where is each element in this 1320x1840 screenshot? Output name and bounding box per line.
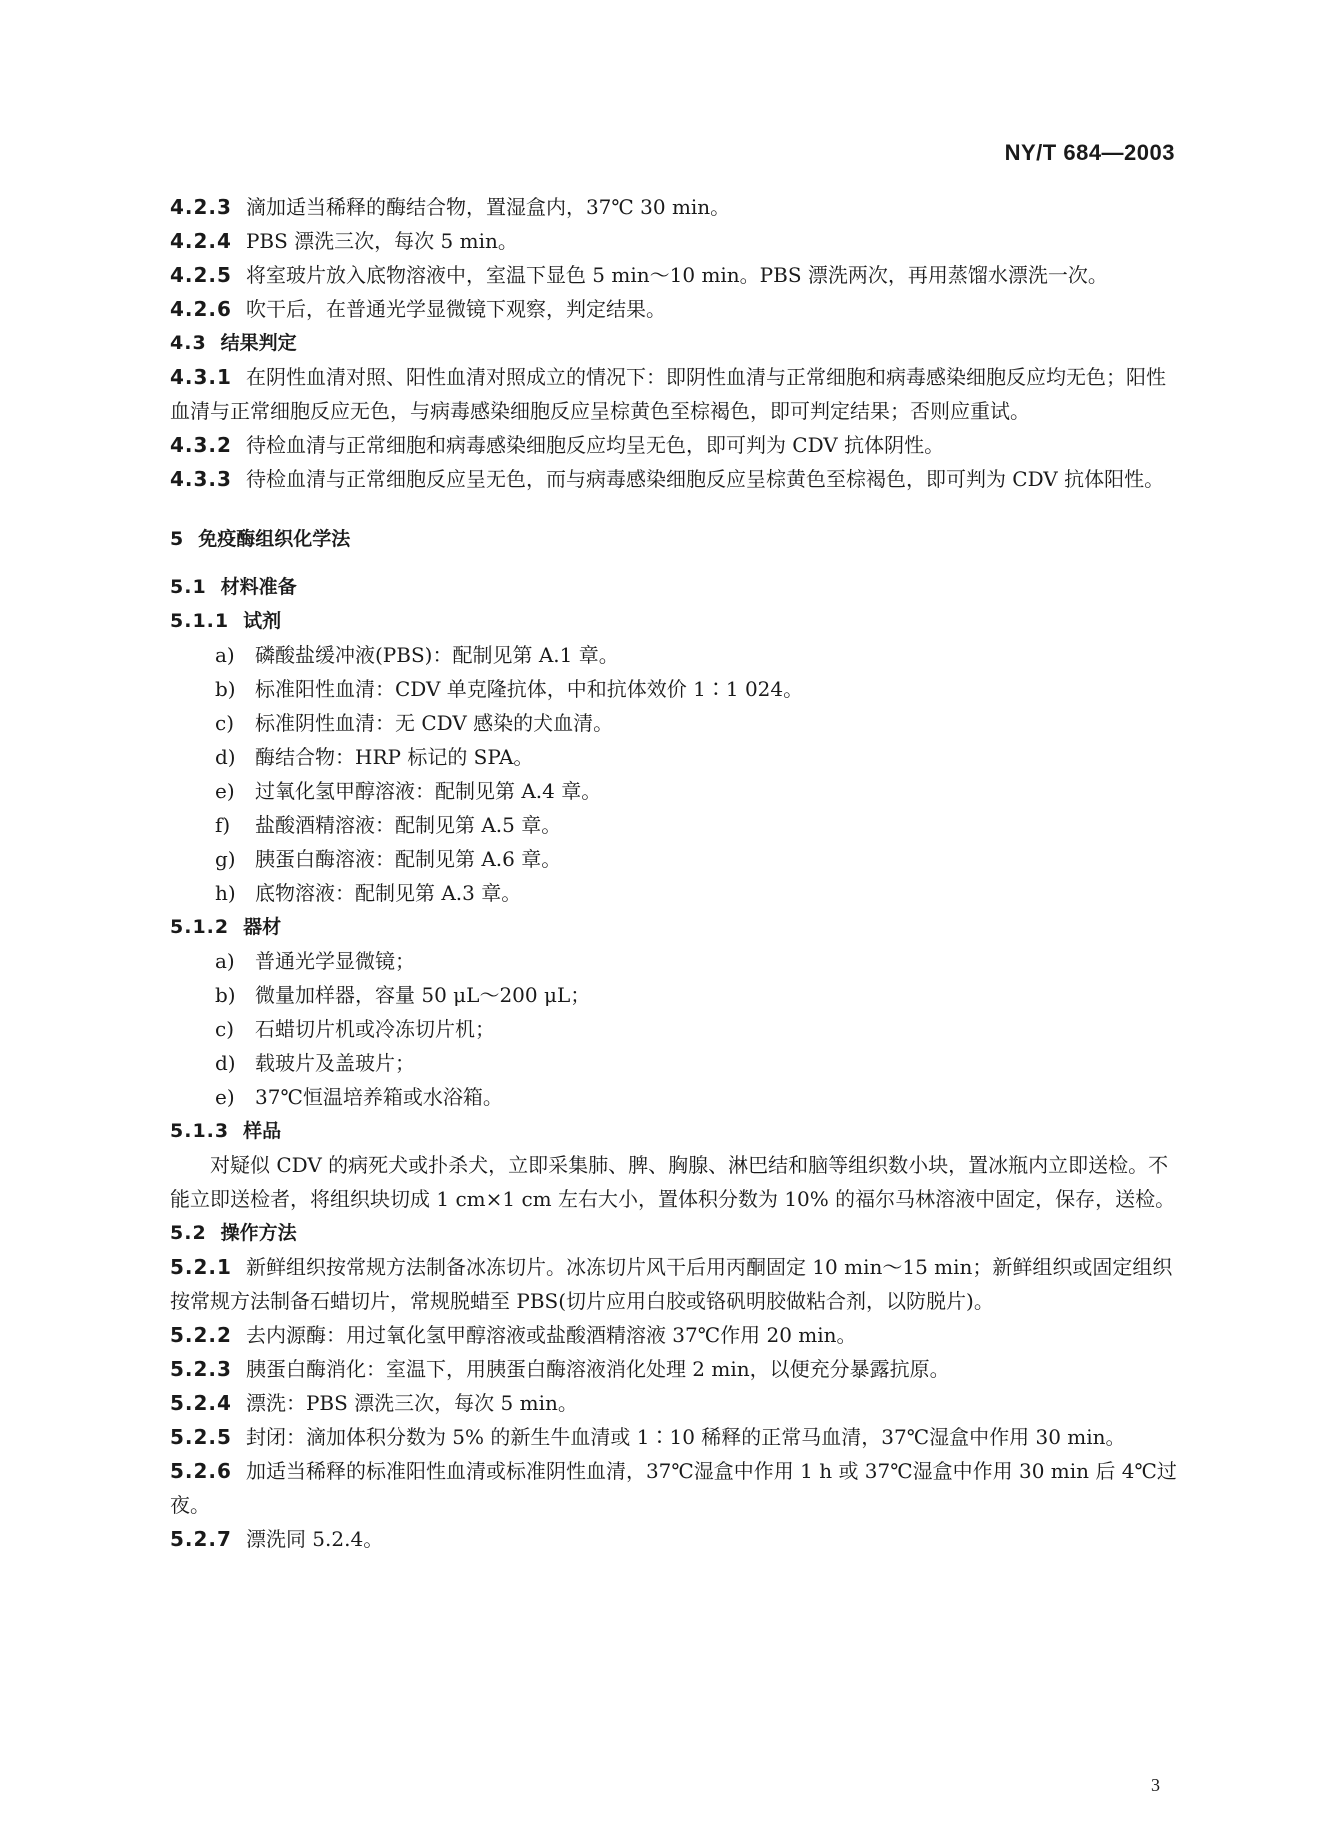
section-number: 5.1.3 [170, 1120, 230, 1142]
list-item-text: 37℃恒温培养箱或水浴箱。 [255, 1085, 503, 1109]
clause-number: 4.3.2 [170, 433, 232, 457]
clause-number: 5.2.6 [170, 1459, 232, 1483]
list-item-text: 微量加样器，容量 50 μL～200 μL； [255, 983, 591, 1007]
clause-number: 5.2.4 [170, 1391, 232, 1415]
clause-4-3-3 [170, 462, 1180, 496]
clause-number: 4.3.1 [170, 365, 232, 389]
clause-5-2-2 [170, 1318, 1180, 1352]
clause-text: 去内源酶：用过氧化氢甲醇溶液或盐酸酒精溶液 37℃作用 20 min。 [245, 1323, 857, 1347]
section-5-1-2-heading [170, 910, 1180, 944]
clause-5-2-6 [170, 1454, 1180, 1522]
list-item [170, 1046, 1180, 1080]
standard-code: NY/T 684—2003 [1004, 140, 1175, 165]
clause-4-2-4 [170, 224, 1180, 258]
list-item [170, 876, 1180, 910]
section-5-heading [170, 522, 1180, 556]
clause-5-2-5 [170, 1420, 1180, 1454]
clause-text: 将室玻片放入底物溶液中，室温下显色 5 min～10 min。PBS 漂洗两次，再用蒸馏水漂洗一次。 [245, 263, 1108, 287]
clause-number: 5.2.3 [170, 1357, 232, 1381]
list-marker: a) [215, 949, 235, 973]
section-4-3-heading [170, 326, 1180, 360]
list-item-text: 标准阳性血清：CDV 单克隆抗体，中和抗体效价 1∶1 024。 [255, 677, 804, 701]
list-item-text: 载玻片及盖玻片； [255, 1051, 415, 1075]
list-marker: b) [215, 983, 236, 1007]
list-marker: e) [215, 1085, 235, 1109]
clause-5-2-1 [170, 1250, 1180, 1318]
list-marker: c) [215, 1017, 235, 1041]
clause-4-3-1 [170, 360, 1180, 428]
section-title: 试剂 [243, 610, 282, 632]
clause-number: 5.2.2 [170, 1323, 232, 1347]
list-marker: g) [215, 847, 236, 871]
document-body [170, 190, 1180, 1556]
clause-text: 滴加适当稀释的酶结合物，置湿盒内，37℃ 30 min。 [245, 195, 731, 219]
list-marker: e) [215, 779, 235, 803]
section-number: 5.1 [170, 576, 207, 598]
clause-number: 4.3.3 [170, 467, 232, 491]
list-item [170, 842, 1180, 876]
clause-number: 5.2.5 [170, 1425, 232, 1449]
section-5-1-3-heading [170, 1114, 1180, 1148]
list-marker: h) [215, 881, 236, 905]
list-item [170, 638, 1180, 672]
section-title: 器材 [243, 916, 282, 938]
clause-text: 漂洗同 5.2.4。 [245, 1527, 384, 1551]
list-marker: b) [215, 677, 236, 701]
list-item-text: 底物溶液：配制见第 A.3 章。 [255, 881, 522, 905]
list-item-text: 酶结合物：HRP 标记的 SPA。 [255, 745, 534, 769]
list-item [170, 672, 1180, 706]
page-number: 3 [1151, 1775, 1160, 1795]
clause-text: 在阴性血清对照、阳性血清对照成立的情况下：即阴性血清与正常细胞和病毒感染细胞反应均无色；阳性血清与正常细胞反应无色，与病毒感染细胞反应呈棕黄色至棕褐色，即可判定结果；否则应重试。 [170, 365, 1166, 423]
clause-5-2-4 [170, 1386, 1180, 1420]
list-item-text: 胰蛋白酶溶液：配制见第 A.6 章。 [255, 847, 562, 871]
clause-number: 4.2.3 [170, 195, 232, 219]
list-marker: d) [215, 1051, 236, 1075]
list-marker: c) [215, 711, 235, 735]
clause-number: 4.2.6 [170, 297, 232, 321]
list-item-text: 标准阴性血清：无 CDV 感染的犬血清。 [255, 711, 614, 735]
list-marker: f) [215, 813, 231, 837]
section-5-2-heading [170, 1216, 1180, 1250]
clause-text: 吹干后，在普通光学显微镜下观察，判定结果。 [245, 297, 666, 321]
clause-4-2-6 [170, 292, 1180, 326]
section-number: 5 [170, 528, 185, 550]
clause-5-2-3 [170, 1352, 1180, 1386]
list-marker: a) [215, 643, 235, 667]
list-item [170, 706, 1180, 740]
clause-4-2-3 [170, 190, 1180, 224]
list-item-text: 磷酸盐缓冲液(PBS)：配制见第 A.1 章。 [255, 643, 619, 667]
clause-number: 5.2.1 [170, 1255, 232, 1279]
section-title: 样品 [243, 1120, 282, 1142]
section-title: 操作方法 [220, 1222, 297, 1244]
clause-4-2-5 [170, 258, 1180, 292]
section-number: 5.1.1 [170, 610, 230, 632]
clause-text: 待检血清与正常细胞反应呈无色，而与病毒感染细胞反应呈棕黄色至棕褐色，即可判为 CDV 抗体阳性。 [245, 467, 1165, 491]
section-number: 5.1.2 [170, 916, 230, 938]
list-item [170, 808, 1180, 842]
list-item [170, 774, 1180, 808]
clause-text: 新鲜组织按常规方法制备冰冻切片。冰冻切片风干后用丙酮固定 10 min～15 min；新鲜组织或固定组织按常规方法制备石蜡切片，常规脱蜡至 PBS(切片应用白胶或铬矾明胶做粘合剂，以防脱片)。 [170, 1255, 1173, 1313]
section-title: 免疫酶组织化学法 [198, 528, 351, 550]
list-marker: d) [215, 745, 236, 769]
clause-text: 加适当稀释的标准阳性血清或标准阴性血清，37℃湿盒中作用 1 h 或 37℃湿盒中作用 30 min 后 4℃过夜。 [170, 1459, 1177, 1517]
section-number: 5.2 [170, 1222, 207, 1244]
clause-text: 胰蛋白酶消化：室温下，用胰蛋白酶溶液消化处理 2 min，以便充分暴露抗原。 [245, 1357, 950, 1381]
list-item [170, 740, 1180, 774]
list-item-text: 过氧化氢甲醇溶液：配制见第 A.4 章。 [255, 779, 602, 803]
list-item-text: 石蜡切片机或冷冻切片机； [255, 1017, 495, 1041]
list-item [170, 978, 1180, 1012]
sample-paragraph: 对疑似 CDV 的病死犬或扑杀犬，立即采集肺、脾、胸腺、淋巴结和脑等组织数小块，置冰瓶内立即送检。不能立即送检者，将组织块切成 1 cm×1 cm 左右大小，置体积分数为 10% 的福尔马林溶液中固定，保存，送检。 [170, 1153, 1176, 1211]
clause-number: 4.2.4 [170, 229, 232, 253]
list-item [170, 1012, 1180, 1046]
clause-4-3-2 [170, 428, 1180, 462]
list-item-text: 普通光学显微镜； [255, 949, 415, 973]
clause-text: 待检血清与正常细胞和病毒感染细胞反应均呈无色，即可判为 CDV 抗体阴性。 [245, 433, 945, 457]
clause-number: 5.2.7 [170, 1527, 232, 1551]
list-item-text: 盐酸酒精溶液：配制见第 A.5 章。 [255, 813, 562, 837]
clause-text: PBS 漂洗三次，每次 5 min。 [245, 229, 518, 253]
section-title: 结果判定 [220, 332, 297, 354]
clause-5-2-7 [170, 1522, 1180, 1556]
clause-number: 4.2.5 [170, 263, 232, 287]
section-title: 材料准备 [220, 576, 297, 598]
section-5-1-1-heading [170, 604, 1180, 638]
clause-text: 漂洗：PBS 漂洗三次，每次 5 min。 [245, 1391, 578, 1415]
clause-text: 封闭：滴加体积分数为 5% 的新生牛血清或 1∶10 稀释的正常马血清，37℃湿盒中作用 30 min。 [245, 1425, 1126, 1449]
list-item [170, 944, 1180, 978]
section-5-1-heading [170, 570, 1180, 604]
list-item [170, 1080, 1180, 1114]
section-number: 4.3 [170, 332, 207, 354]
